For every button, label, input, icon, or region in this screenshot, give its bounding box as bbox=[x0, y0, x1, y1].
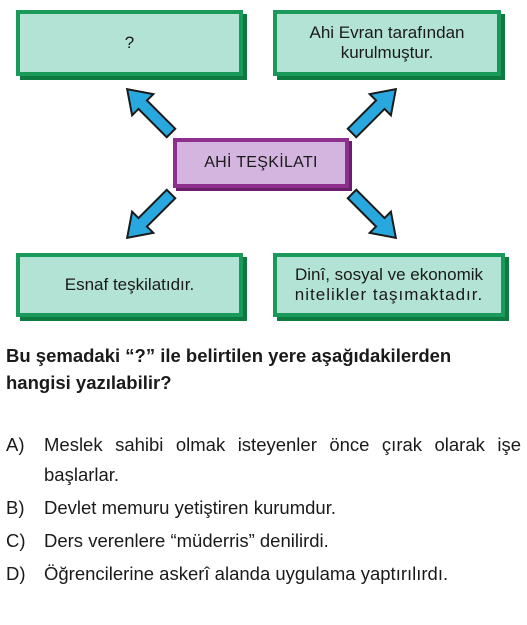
top-right-text: Ahi Evran tarafından kurulmuştur. bbox=[309, 23, 465, 62]
option-text: Öğrencilerine askerî alanda uygulama yaptırılırdı. bbox=[44, 563, 449, 584]
option-b[interactable] bbox=[6, 493, 521, 523]
option-letter: C) bbox=[6, 530, 26, 551]
option-a[interactable] bbox=[6, 430, 521, 490]
bottom-right-box bbox=[273, 253, 505, 317]
option-letter: B) bbox=[6, 497, 25, 518]
bottom-left-text: Esnaf teşkilatıdır. bbox=[64, 275, 195, 294]
top-right-box bbox=[273, 10, 501, 76]
answer-options bbox=[6, 430, 521, 592]
center-box bbox=[173, 138, 349, 188]
arrow-to-top-left-icon bbox=[117, 79, 182, 144]
option-text: Meslek sahibi olmak isteyenler önce çırak olarak işe başlarlar. bbox=[44, 434, 521, 485]
bottom-right-text-line2: nitelikler taşımaktadır. bbox=[294, 285, 484, 304]
arrow-to-bottom-right-icon bbox=[341, 183, 406, 248]
bottom-left-box bbox=[16, 253, 243, 317]
option-letter: D) bbox=[6, 563, 26, 584]
top-left-text: ? bbox=[124, 33, 135, 52]
arrow-to-bottom-left-icon bbox=[117, 183, 182, 248]
option-text: Ders verenlere “müderris” denilirdi. bbox=[44, 530, 329, 551]
question-text: Bu şemadaki “?” ile belirtilen yere aşağıdakilerden hangisi yazılabilir? bbox=[6, 345, 452, 393]
option-c[interactable] bbox=[6, 526, 521, 556]
option-letter: A) bbox=[6, 434, 25, 455]
option-text: Devlet memuru yetiştiren kurumdur. bbox=[44, 497, 336, 518]
arrow-to-top-right-icon bbox=[341, 79, 406, 144]
bottom-right-text-line1: Dinî, sosyal ve ekonomik bbox=[294, 265, 484, 284]
top-left-box bbox=[16, 10, 243, 76]
center-text: AHİ TEŞKİLATI bbox=[204, 154, 318, 171]
option-d[interactable] bbox=[6, 559, 521, 589]
